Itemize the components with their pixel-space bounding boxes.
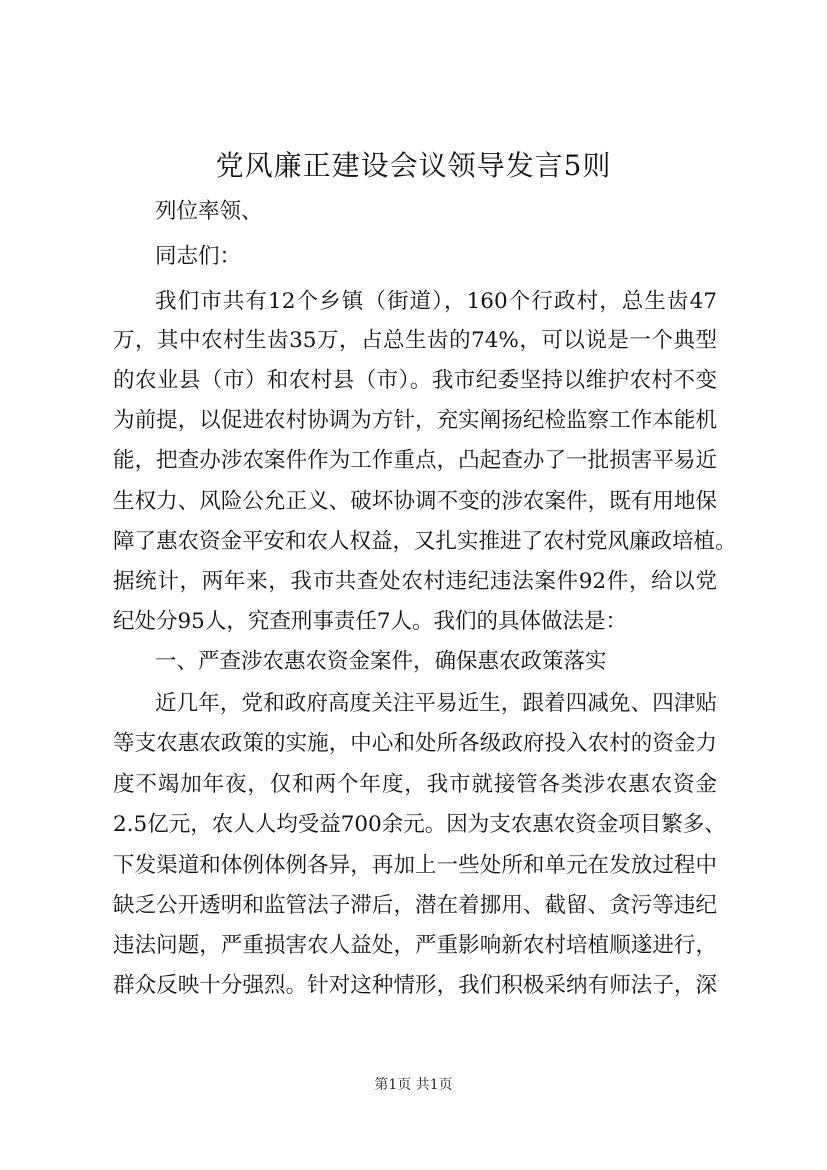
paragraph-line: 下发渠道和体例体例各异，再加上一些处所和单元在发放过程中 <box>113 853 717 878</box>
paragraph-line: 我们市共有12个乡镇（街道），160个行政村，总生齿47 <box>155 289 717 314</box>
paragraph-line: 度不竭加年夜，仅和两个年度，我市就接管各类涉农惠农资金 <box>113 772 717 797</box>
paragraph-line: 纪处分95人，究查刑事责任7人。我们的具体做法是： <box>113 609 628 634</box>
paragraph-line: 等支农惠农政策的实施，中心和处所各级政府投入农村的资金力 <box>113 731 717 756</box>
salutation-line: 列位率领、 <box>155 199 263 224</box>
paragraph-line: 违法问题，严重损害农人益处，严重影响新农村培植顺遂进行， <box>113 933 717 958</box>
salutation-line: 同志们： <box>155 244 242 269</box>
paragraph-line: 能，把查办涉农案件作为工作重点，凸起查办了一批损害平易近 <box>113 448 717 473</box>
paragraph-line: 万，其中农村生齿35万，占总生齿的74%，可以说是一个典型 <box>113 328 717 353</box>
paragraph-line: 为前提，以促进农村协调为方针，充实阐扬纪检监察工作本能机 <box>113 408 717 433</box>
paragraph-line: 群众反映十分强烈。针对这种情形，我们积极采纳有师法子，深 <box>113 973 717 998</box>
paragraph-line: 缺乏公开透明和监管法子滞后，潜在着挪用、截留、贪污等违纪 <box>113 893 717 918</box>
document-title: 党风廉正建设会议领导发言5则 <box>215 149 612 182</box>
paragraph-line: 据统计，两年来，我市共查处农村违纪违法案件92件，给以党 <box>113 569 717 594</box>
page-number-footer: 第1页 共1页 <box>374 1077 453 1093</box>
paragraph-line: 生权力、风险公允正义、破坏协调不变的涉农案件，既有用地保 <box>113 489 717 514</box>
section-heading: 一、严查涉农惠农资金案件，确保惠农政策落实 <box>155 649 607 674</box>
paragraph-line: 障了惠农资金平安和农人权益，又扎实推进了农村党风廉政培植。 <box>113 529 737 554</box>
paragraph-line: 2.5亿元，农人人均受益700余元。因为支农惠农资金项目繁多、 <box>113 812 726 837</box>
paragraph-line: 的农业县（市）和农村县（市）。我市纪委坚持以维护农村不变 <box>113 368 717 393</box>
paragraph-line: 近几年，党和政府高度关注平易近生，跟着四减免、四津贴 <box>155 691 717 716</box>
